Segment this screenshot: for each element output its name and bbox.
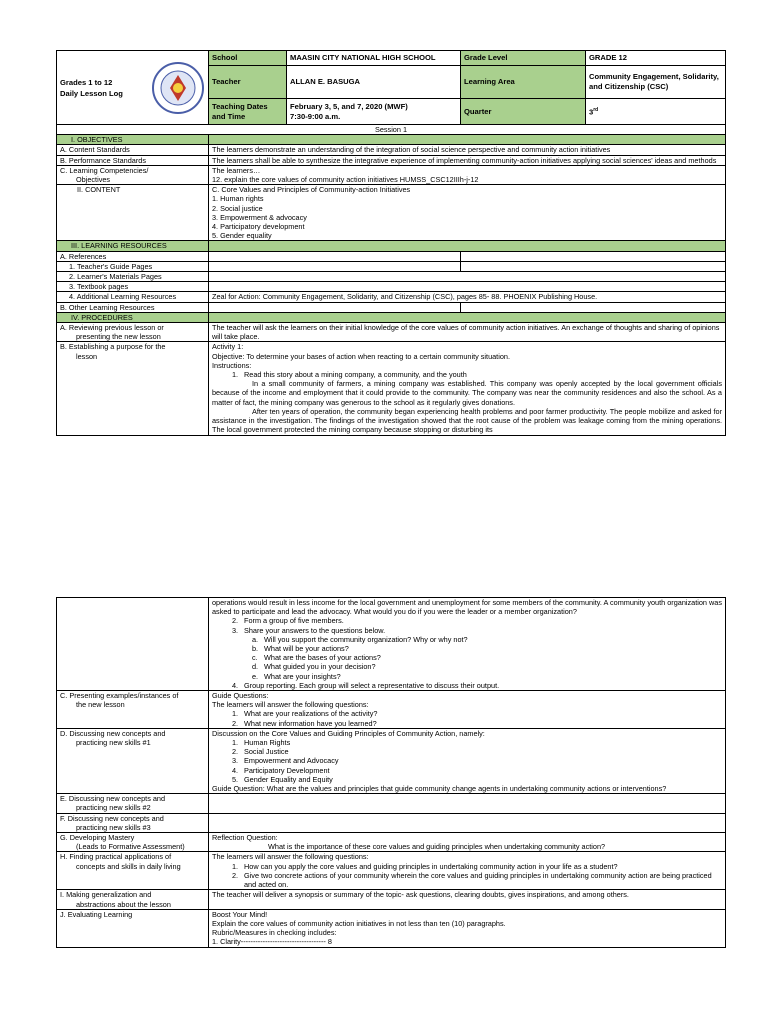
lesson-table-page-1 (56, 124, 726, 436)
quarter-suffix: rd (593, 107, 599, 114)
textbook-label: 3. Textbook pages (57, 282, 209, 292)
instruction-step-text: Read this story about a mining company, a community, and the youth (244, 370, 467, 380)
reflection-title: Reflection Question: (212, 833, 278, 843)
grade-label: Grade Level (461, 51, 586, 66)
question-text: Give two concrete actions of your community wherein the core values and guiding principles in undertaking community action are being practiced and acted on. (244, 870, 712, 890)
dates-line-1: February 3, 5, and 7, 2020 (MWF) (290, 101, 408, 111)
content-heading: II. CONTENT (57, 185, 209, 241)
teachers-guide-label: 1. Teacher's Guide Pages (57, 261, 209, 271)
mastery-label-line-2: (Leads to Formative Assessment) (76, 842, 185, 852)
purpose-label-line-1: B. Establishing a purpose for the (60, 342, 166, 352)
discussing-2-label (57, 794, 209, 813)
question-text: Will you support the community organization? Why or why not? (264, 634, 468, 644)
references-label: A. References (57, 251, 209, 261)
core-value-item: 1. Human Rights (232, 738, 291, 748)
content-title: C. Core Values and Principles of Community-action Initiatives (212, 185, 411, 195)
purpose-value (209, 342, 726, 435)
purpose-label-line-2: lesson (76, 351, 98, 361)
competencies-label-line-2: Objectives (76, 175, 111, 185)
core-value-text: Social Justice (244, 747, 289, 757)
reviewing-value: The teacher will ask the learners on their initial knowledge of the core values of community action initiatives. An exchange of thoughts and sharing of opinions will take place. (209, 323, 726, 342)
discussing-2-value (209, 794, 726, 813)
evaluating-value (209, 909, 726, 947)
core-value-text: Gender Equality and Equity (244, 774, 333, 784)
additional-resources-value: Zeal for Action: Community Engagement, Solidarity, and Citizenship (CSC), pages 85- 88. PHOENIX Publishing House. (209, 292, 726, 302)
content-value (209, 185, 726, 241)
quarter-number: 3 (589, 107, 594, 117)
reflection-question: What is the importance of these core values and guiding principles when undertaking community action? (268, 842, 606, 852)
core-value-item: 5. Gender Equality and Equity (232, 774, 333, 784)
core-value-text: Empowerment and Advocacy (244, 756, 339, 766)
question-item: 1. How can you apply the core values and guiding principles in undertaking community action in your life as a student? (232, 861, 618, 871)
instruction-step: 2. Form a group of five members. (232, 616, 344, 626)
dates-value (287, 99, 461, 125)
applications-label-line-1: H. Finding practical applications of (60, 852, 172, 862)
learners-materials-label: 2. Learner's Materials Pages (57, 272, 209, 282)
dates-label: Teaching Dates and Time (209, 99, 287, 125)
learners-materials-cell (209, 272, 726, 282)
question-item: d. What guided you in your decision? (252, 662, 376, 672)
core-value-text: Participatory Development (244, 765, 330, 775)
teachers-guide-cell-b (461, 261, 726, 271)
discussing-3-label-line-2: practicing new skills #3 (76, 822, 151, 832)
rubric-item: 1. Clarity----------------------------------- 8 (212, 937, 332, 947)
discussing-3-label-line-1: F. Discussing new concepts and (60, 813, 164, 823)
other-resources-cell-a (209, 302, 461, 312)
instruction-step: 1. Read this story about a mining company, a community, and the youth (232, 370, 467, 380)
question-text: What are your realizations of the activity? (244, 709, 378, 719)
applications-label-line-2: concepts and skills in daily living (76, 861, 181, 871)
generalization-label (57, 890, 209, 909)
discussing-1-value (209, 728, 726, 793)
content-item: 3. Empowerment & advocacy (212, 212, 307, 222)
content-item: 5. Gender equality (212, 231, 272, 241)
instruction-step-text: Share your answers to the questions below. (244, 625, 386, 635)
dates-line-2: 7:30-9:00 a.m. (290, 111, 341, 121)
objectives-heading: I. OBJECTIVES (57, 135, 209, 145)
instruction-step-text: Group reporting. Each group will select a representative to discuss their output. (244, 680, 500, 690)
applications-intro: The learners will answer the following questions: (212, 852, 369, 862)
discussion-intro: Discussion on the Core Values and Guiding Principles of Community Action, namely: (212, 728, 485, 738)
discussing-1-label (57, 728, 209, 793)
performance-standards-label: B. Performance Standards (57, 155, 209, 165)
content-item: 1. Human rights (212, 194, 264, 204)
area-value: Community Engagement, Solidarity, and Citizenship (CSC) (586, 66, 726, 99)
competencies-label-line-1: C. Learning Competencies/ (60, 165, 149, 175)
teacher-label: Teacher (209, 66, 287, 99)
discussing-1-label-line-1: D. Discussing new concepts and (60, 728, 166, 738)
purpose-value-cont (209, 598, 726, 691)
other-resources-label: B. Other Learning Resources (57, 302, 209, 312)
performance-standards-value: The learners shall be able to synthesize the integrative experience of implementing community-action initiatives applying social sciences' ideas and methods (209, 155, 726, 165)
question-item: 2. Give two concrete actions of your community wherein the core values and guiding principles in undertaking community action are being practiced and acted on. (212, 871, 722, 889)
discussing-2-label-line-2: practicing new skills #2 (76, 803, 151, 813)
grade-value: GRADE 12 (586, 51, 726, 66)
presenting-label (57, 691, 209, 729)
mastery-value (209, 833, 726, 852)
discussion-guide-question: Guide Question: What are the values and principles that guide community change agents in undertaking community actions or interventions? (212, 784, 667, 794)
competencies-value (209, 165, 726, 184)
activity-instructions: Instructions: (212, 360, 252, 370)
presenting-label-line-1: C. Presenting examples/instances of (60, 691, 179, 701)
discussing-1-label-line-2: practicing new skills #1 (76, 738, 151, 748)
rubric-title: Rubric/Measures in checking includes: (212, 928, 337, 938)
teacher-value: ALLAN E. BASUGA (287, 66, 461, 99)
story-paragraph: In a small community of farmers, a mining company was established. This company was openly accepted by the local government officials because of the income and employment that it could provide to the community. The company was near the community residences and also the school. As a matter of fact, the mining company was generous to the school as it regularly gives donations. (212, 379, 722, 407)
applications-value (209, 852, 726, 890)
applications-label (57, 852, 209, 890)
procedures-heading: IV. PROCEDURES (57, 312, 209, 322)
story-paragraph: operations would result in less income for the local government and unemployment for some members of the community. A community youth organization was asked to participate and lead the advocacy. What would you do if you were the leader or a member organization? (212, 598, 722, 617)
boost-title: Boost Your Mind! (212, 909, 268, 919)
reviewing-label-line-2: presenting the new lesson (76, 332, 161, 342)
content-standards-value: The learners demonstrate an understanding of the integration of social science perspective and community action initiatives (209, 145, 726, 155)
generalization-value: The teacher will deliver a synopsis or summary of the topic- ask questions, clearing doubts, gives inspirations, and among others. (209, 890, 726, 909)
session-title: Session 1 (57, 125, 726, 135)
generalization-label-line-1: I. Making generalization and (60, 890, 152, 900)
mastery-label (57, 833, 209, 852)
textbook-cell (209, 282, 726, 292)
story-paragraph: After ten years of operation, the community began experiencing health problems and poor farmer productivity. The people mobilize and asked for assistance in the investigation. The findings of the investigation showed that the root cause of the problem was leakage coming from the mining operations. The local government protected the mining company because stopping or disturbing its (212, 406, 722, 435)
references-cell-a (209, 251, 461, 261)
boost-task: Explain the core values of community action initiatives in not less than ten (10) paragraphs. (212, 918, 506, 928)
question-item: 2. What new information have you learned? (232, 718, 377, 728)
competencies-label (57, 165, 209, 184)
other-resources-cell-b (461, 302, 726, 312)
question-text: What guided you in your decision? (264, 662, 376, 672)
deped-seal-icon (151, 61, 205, 115)
dll-header-table (56, 50, 726, 125)
area-label: Learning Area (461, 66, 586, 99)
objectives-heading-fill (209, 135, 726, 145)
question-item: 1. What are your realizations of the activity? (232, 709, 378, 719)
core-value-item: 4. Participatory Development (232, 765, 330, 775)
procedures-heading-fill (209, 312, 726, 322)
instruction-step: 3. Share your answers to the questions below. (232, 625, 386, 635)
discussing-3-label (57, 813, 209, 832)
discussing-3-value (209, 813, 726, 832)
guide-questions-intro: The learners will answer the following questions: (212, 700, 369, 710)
purpose-label-cont (57, 598, 209, 691)
question-text: What will be your actions? (264, 644, 349, 654)
question-text: What are the bases of your actions? (264, 653, 381, 663)
content-item: 4. Participatory development (212, 222, 305, 232)
mastery-label-line-1: G. Developing Mastery (60, 833, 135, 843)
question-text: What are your insights? (264, 671, 341, 681)
content-standards-label: A. Content Standards (57, 145, 209, 155)
activity-objective: Objective: To determine your bases of action when reacting to a certain community situation. (212, 351, 510, 361)
teachers-guide-cell-a (209, 261, 461, 271)
guide-questions-title: Guide Questions: (212, 691, 269, 701)
question-item: c. What are the bases of your actions? (252, 653, 381, 663)
reviewing-label (57, 323, 209, 342)
school-label: School (209, 51, 287, 66)
instruction-step-text: Form a group of five members. (244, 616, 344, 626)
evaluating-label: J. Evaluating Learning (57, 909, 209, 947)
dll-title: Grades 1 to 12 Daily Lesson Log (60, 77, 123, 98)
core-value-text: Human Rights (244, 738, 291, 748)
school-value: MAASIN CITY NATIONAL HIGH SCHOOL (287, 51, 461, 66)
additional-resources-label: 4. Additional Learning Resources (57, 292, 209, 302)
instruction-step: 4. Group reporting. Each group will select a representative to discuss their output. (232, 680, 500, 690)
references-cell-b (461, 251, 726, 261)
question-text: What new information have you learned? (244, 718, 377, 728)
reviewing-label-line-1: A. Reviewing previous lesson or (60, 323, 164, 333)
content-item: 2. Social justice (212, 203, 263, 213)
purpose-label (57, 342, 209, 435)
competencies-code: 12. explain the core values of community action initiatives HUMSS_CSC12IIIh-j-12 (212, 175, 479, 185)
discussing-2-label-line-1: E. Discussing new concepts and (60, 794, 166, 804)
quarter-label: Quarter (461, 99, 586, 125)
resources-heading: III. LEARNING RESOURCES (57, 241, 209, 251)
lesson-table-page-2 (56, 597, 726, 948)
question-text: How can you apply the core values and guiding principles in undertaking community action in your life as a student? (244, 861, 618, 871)
resources-heading-fill (209, 241, 726, 251)
presenting-label-line-2: the new lesson (76, 700, 125, 710)
quarter-value (586, 99, 726, 125)
question-item: b. What will be your actions? (252, 644, 349, 654)
dll-title-cell (57, 51, 209, 125)
core-value-item: 2. Social Justice (232, 747, 289, 757)
question-item: e. What are your insights? (252, 671, 341, 681)
presenting-value (209, 691, 726, 729)
activity-title: Activity 1: (212, 342, 244, 352)
competencies-intro: The learners… (212, 165, 261, 175)
core-value-item: 3. Empowerment and Advocacy (232, 756, 339, 766)
question-item: a. Will you support the community organization? Why or why not? (252, 634, 468, 644)
generalization-label-line-2: abstractions about the lesson (76, 899, 171, 909)
